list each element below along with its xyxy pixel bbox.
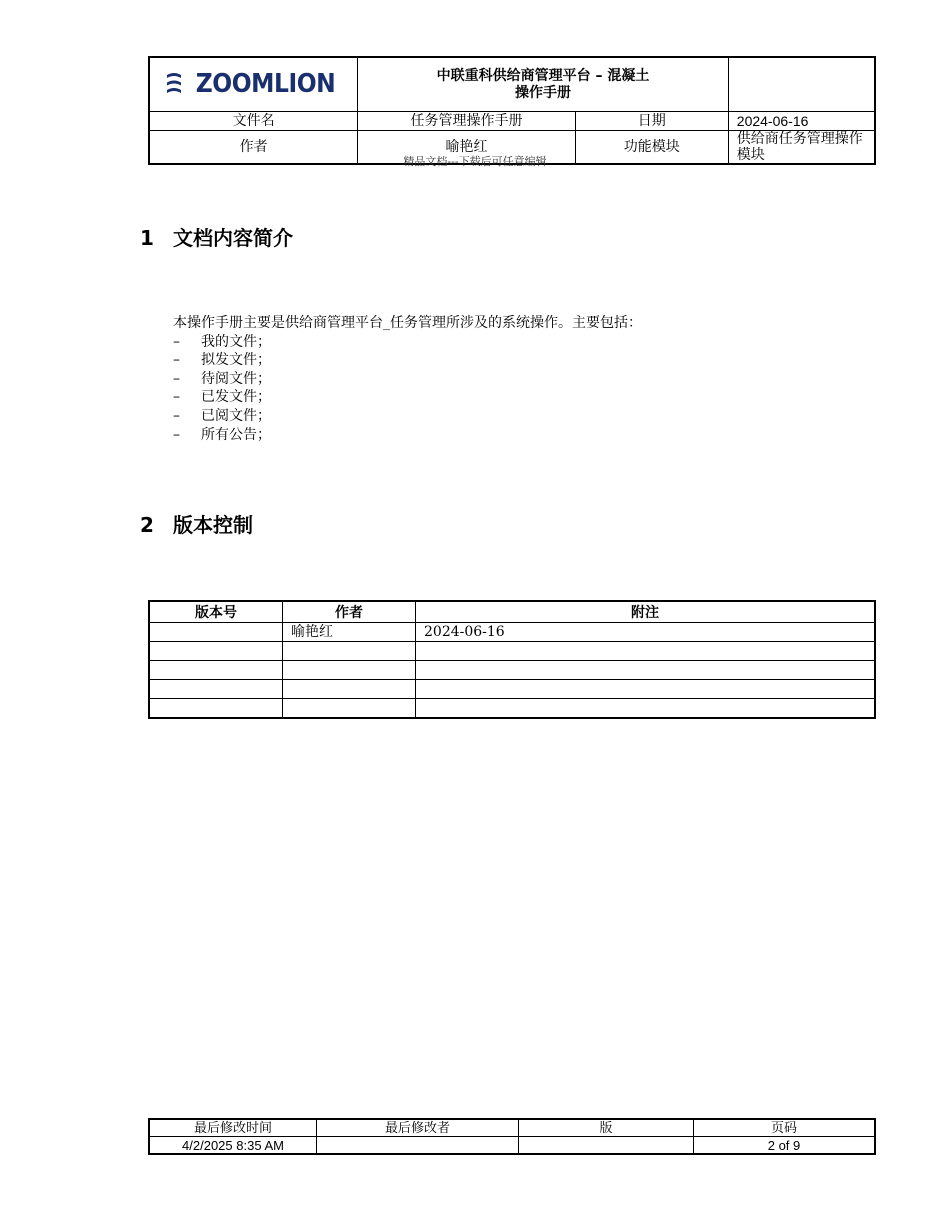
header-blank-cell — [728, 57, 875, 112]
module-value: 供给商任务管理操作模块 — [728, 131, 875, 165]
column-header-author: 作者 — [283, 601, 416, 623]
table-row — [149, 642, 875, 661]
table-cell — [149, 623, 283, 642]
table-cell — [149, 680, 283, 699]
logo-text: ZOOMLION — [195, 68, 336, 99]
footer-value-row — [149, 1137, 875, 1155]
list-item — [173, 407, 642, 426]
table-cell — [416, 680, 876, 699]
table-row — [149, 661, 875, 680]
section-1-body — [173, 314, 642, 444]
logo-cell — [149, 57, 358, 112]
table-header-row — [149, 601, 875, 623]
list-item-text: 已发文件； — [201, 389, 271, 406]
date-label: 日期 — [575, 112, 728, 131]
footer-modified-time: 4/2/2025 8:35 AM — [149, 1137, 317, 1155]
watermark-text: 精品文档---下载后可任意编辑 — [403, 155, 547, 168]
file-name-value: 任务管理操作手册 — [358, 112, 575, 131]
table-cell — [149, 642, 283, 661]
list-item — [173, 388, 642, 407]
author-label: 作者 — [149, 131, 358, 165]
module-label: 功能模块 — [575, 131, 728, 165]
table-row — [149, 680, 875, 699]
table-cell — [416, 642, 876, 661]
list-item — [173, 370, 642, 389]
footer-header-page: 页码 — [694, 1119, 876, 1137]
section-1-heading — [140, 222, 293, 251]
section-1-title: 文档内容简介 — [173, 226, 293, 250]
footer-header-version: 版 — [519, 1119, 694, 1137]
intro-paragraph: 本操作手册主要是供给商管理平台_任务管理所涉及的系统操作。主要包括： — [173, 315, 642, 331]
table-row — [149, 623, 875, 642]
table-cell — [283, 642, 416, 661]
zoomlion-logo — [164, 69, 343, 99]
document-footer-table — [148, 1118, 876, 1155]
list-item-text: 已阅文件； — [201, 407, 271, 424]
table-cell: 喻艳红 — [283, 623, 416, 642]
table-row — [149, 699, 875, 719]
list-dash: – — [173, 389, 180, 406]
table-cell — [149, 699, 283, 719]
section-2-heading — [140, 509, 253, 538]
footer-header-modified-by: 最后修改者 — [317, 1119, 519, 1137]
date-value: 2024-06-16 — [728, 112, 875, 131]
list-item-text: 待阅文件； — [201, 370, 271, 387]
list-dash: – — [173, 407, 180, 424]
table-cell — [149, 661, 283, 680]
footer-page-number: 2 of 9 — [694, 1137, 876, 1155]
list-item-text: 拟发文件； — [201, 352, 271, 369]
list-dash: – — [173, 352, 180, 369]
table-cell — [416, 661, 876, 680]
list-item-text: 我的文件； — [201, 333, 271, 350]
column-header-version: 版本号 — [149, 601, 283, 623]
title-line-2: 操作手册 — [515, 84, 572, 101]
section-2-title: 版本控制 — [173, 513, 253, 537]
section-2-number: 2 — [140, 513, 154, 537]
list-dash: – — [173, 370, 180, 387]
list-item — [173, 426, 642, 445]
list-dash: – — [173, 333, 180, 350]
table-cell — [283, 680, 416, 699]
footer-header-row — [149, 1119, 875, 1137]
document-header-table — [148, 56, 876, 165]
list-item — [173, 333, 642, 352]
list-item — [173, 351, 642, 370]
table-cell — [416, 699, 876, 719]
footer-version — [519, 1137, 694, 1155]
table-cell — [283, 699, 416, 719]
file-name-label: 文件名 — [149, 112, 358, 131]
list-item-text: 所有公告； — [201, 426, 271, 443]
list-dash: – — [173, 426, 180, 443]
footer-modified-by — [317, 1137, 519, 1155]
author-value: 喻艳红 — [358, 131, 575, 165]
document-title — [358, 57, 728, 112]
section-1-number: 1 — [140, 226, 154, 250]
zoomlion-logo-icon — [164, 71, 184, 97]
column-header-notes: 附注 — [416, 601, 876, 623]
table-cell — [283, 661, 416, 680]
table-cell: 2024-06-16 — [416, 623, 876, 642]
title-line-1: 中联重科供给商管理平台 – 混凝土 — [436, 67, 650, 84]
version-control-table — [148, 600, 876, 719]
footer-header-modified-time: 最后修改时间 — [149, 1119, 317, 1137]
